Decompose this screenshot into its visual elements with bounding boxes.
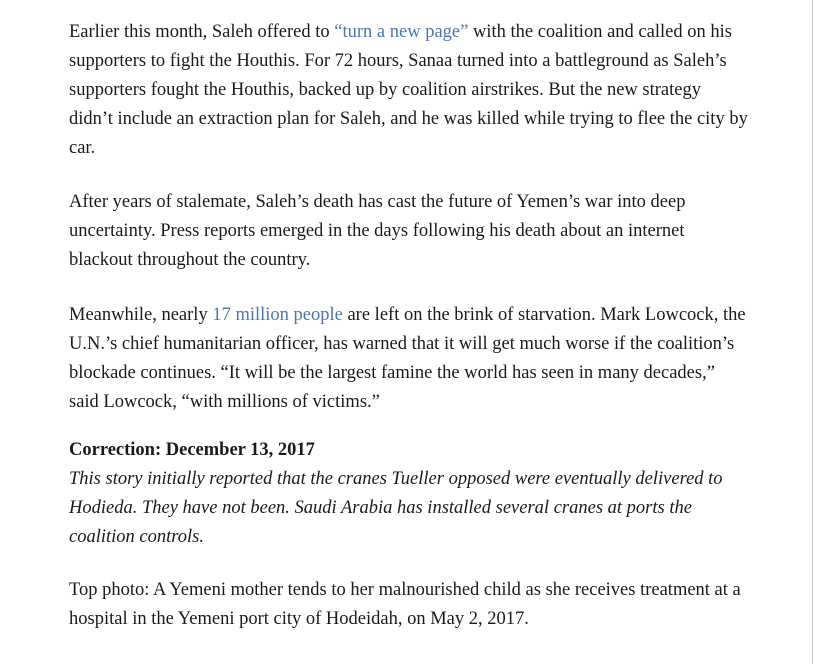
- seventeen-million-people-link[interactable]: 17 million people: [212, 305, 343, 325]
- article-body: [69, 18, 749, 634]
- paragraph-saleh-offer: [69, 18, 749, 163]
- paragraph-starvation: [69, 301, 749, 417]
- paragraph-text: Earlier this month, Saleh offered to: [69, 22, 335, 42]
- correction-heading: Correction: December 13, 2017: [69, 440, 315, 460]
- paragraph-stalemate: After years of stalemate, Saleh’s death has cast the future of Yemen’s war into deep uncertainty. Press reports emerged in the days following his death about an internet blackout throughout the country.: [69, 192, 686, 270]
- page-edge-divider: [812, 0, 813, 664]
- paragraph-text: Meanwhile, nearly: [69, 305, 213, 325]
- turn-a-new-page-link[interactable]: “turn a new page”: [334, 22, 469, 42]
- correction-text: This story initially reported that the cranes Tueller opposed were eventually delivered to Hodieda. They have not been. Saudi Arabia has installed several cranes at ports the coalition controls.: [69, 469, 723, 547]
- paragraph-text: are left on the brink of starvation. Mark Lowcock, the U.N.’s chief humanitarian officer, has warned that it will get much worse if the coalition’s blockade continues. “It will be the largest famine the world has seen in many decades,” said Lowcock, “with millions of victims.”: [69, 305, 746, 412]
- photo-caption: Top photo: A Yemeni mother tends to her malnourished child as she receives treatment at a hospital in the Yemeni port city of Hodeidah, on May 2, 2017.: [69, 580, 741, 629]
- paragraph-text: with the coalition and called on his supporters to fight the Houthis. For 72 hours, Sanaa turned into a battleground as Saleh’s supporters fought the Houthis, backed up by coalition airstrikes. But the new strategy didn’t include an extraction plan for Saleh, and he was killed while trying to flee the city by car.: [69, 22, 748, 158]
